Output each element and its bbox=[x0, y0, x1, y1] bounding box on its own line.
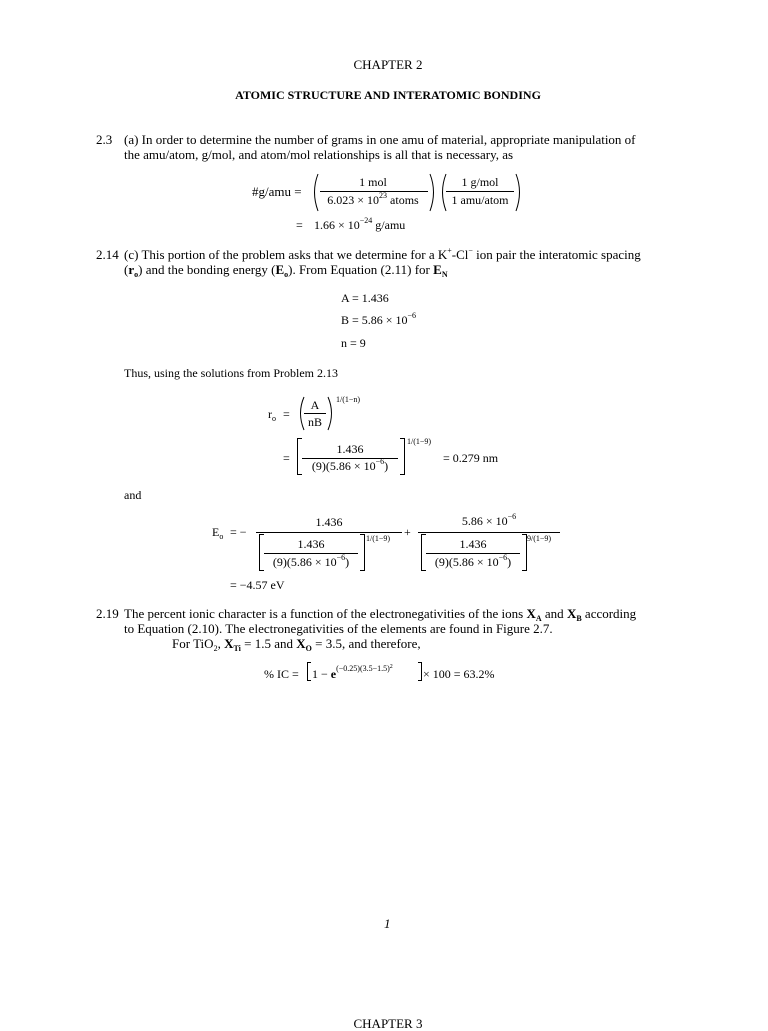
inner-numerator: 1.436 bbox=[459, 537, 487, 551]
inner-denominator: $(9)(5.86 \times 10^{-6})$ bbox=[434, 553, 512, 569]
equation-lhs: $E_o$ bbox=[212, 525, 224, 541]
result-equals: = bbox=[296, 218, 303, 232]
plus-sign: + bbox=[404, 525, 411, 539]
result-value: = −4.57 eV bbox=[230, 578, 285, 592]
right-paren bbox=[514, 173, 524, 213]
fraction-bar bbox=[446, 191, 514, 192]
fraction-denominator: $6.023 \times 10^{23}$ atoms bbox=[327, 191, 419, 207]
body-text: Thus, using the solutions from Problem 2.13 bbox=[124, 366, 338, 380]
constant-b: $B = 5.86 \times 10^{-6}$ bbox=[341, 311, 417, 327]
chapter-heading: CHAPTER 2 bbox=[353, 57, 423, 72]
result-value: = 0.279 nm bbox=[443, 451, 499, 465]
right-paren bbox=[428, 173, 438, 213]
problem-text-line: to Equation (2.10). The electronegativities of the elements are found in Figure 2.7. bbox=[124, 621, 553, 636]
equals-sign: = bbox=[283, 407, 290, 421]
problem-text-line: For TiO$_2$, $X_{Ti} = 1.5$ and $X_O = 3.5$, and therefore, bbox=[172, 636, 421, 653]
exponent: 9/(1−9) bbox=[527, 534, 552, 543]
fraction-denominator: nB bbox=[307, 415, 322, 429]
fraction-numerator: A bbox=[310, 398, 320, 412]
problem-number: 2.3 bbox=[96, 132, 113, 147]
body-text: and bbox=[124, 488, 142, 502]
fraction-numerator: 1 mol bbox=[359, 175, 387, 189]
equation-lhs: % IC = bbox=[264, 667, 299, 681]
ic-expression: $1 - e^{(-0.25)(3.5-1.5)^2}$ bbox=[312, 664, 393, 681]
constant-n: n = 9 bbox=[341, 336, 366, 350]
result-value: $1.66 \times 10^{-24}$ g/amu bbox=[314, 216, 406, 232]
equation-lhs: $r_o$ bbox=[268, 407, 276, 423]
fraction-bar bbox=[256, 532, 402, 533]
problem-text-line: $(r_o)$ and the bonding energy $(E_o)$. From Equation (2.11) for $E_N$ bbox=[124, 262, 448, 279]
exponent: 1/(1−9) bbox=[366, 534, 391, 543]
right-bracket bbox=[399, 438, 407, 476]
fraction-denominator: $(9)(5.86 \times 10^{-6})$ bbox=[311, 457, 389, 473]
problem-text-line: (a) In order to determine the number of grams in one amu of material, appropriate manipulation of bbox=[124, 132, 636, 147]
fraction-numerator: 1 g/mol bbox=[461, 175, 499, 189]
problem-number: 2.14 bbox=[96, 247, 119, 262]
equals-sign: = bbox=[283, 451, 290, 465]
fraction-denominator: 1 amu/atom bbox=[451, 193, 509, 207]
chapter-title: ATOMIC STRUCTURE AND INTERATOMIC BONDING bbox=[235, 88, 541, 102]
equation-lhs: #g/amu = bbox=[252, 184, 302, 199]
inner-denominator: $(9)(5.86 \times 10^{-6})$ bbox=[272, 553, 350, 569]
problem-text-line: the amu/atom, g/mol, and atom/mol relationships is all that is necessary, as bbox=[124, 147, 514, 162]
inner-numerator: 1.436 bbox=[297, 537, 325, 551]
fraction-numerator: 1.436 bbox=[336, 442, 364, 456]
equals-minus: = − bbox=[230, 525, 247, 539]
fraction-numerator: 1.436 bbox=[315, 515, 343, 529]
constant-a: A = 1.436 bbox=[341, 291, 389, 305]
exponent: 1/(1−n) bbox=[336, 395, 361, 404]
fraction-bar bbox=[304, 413, 326, 414]
fraction-bar bbox=[320, 191, 428, 192]
right-paren bbox=[326, 396, 336, 432]
problem-text-line: (c) This portion of the problem asks that we determine for a K+-Cl− ion pair the interatomic spacing bbox=[124, 246, 641, 262]
next-chapter-heading: CHAPTER 3 bbox=[353, 1016, 423, 1031]
ic-result: × 100 = 63.2% bbox=[423, 667, 495, 681]
fraction-numerator: $5.86 \times 10^{-6}$ bbox=[461, 512, 517, 528]
page-number: 1 bbox=[384, 916, 391, 931]
fraction-bar bbox=[418, 532, 560, 533]
problem-number: 2.19 bbox=[96, 606, 119, 621]
exponent: 1/(1−9) bbox=[407, 437, 432, 446]
problem-text-line: The percent ionic character is a function of the electronegativities of the ions $X_A$ and $X_B$ according bbox=[124, 606, 637, 623]
